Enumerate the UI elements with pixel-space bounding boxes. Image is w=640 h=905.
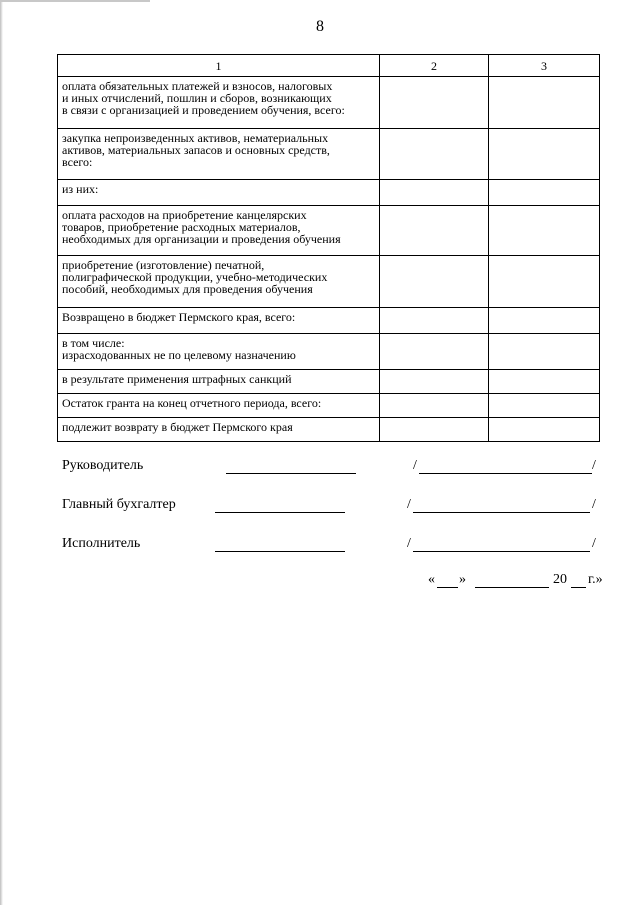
row-label: Остаток гранта на конец отчетного периода, всего:: [58, 394, 380, 418]
slash-open: /: [407, 536, 411, 551]
row-label: оплата расходов на приобретение канцелярских товаров, приобретение расходных материалов, необходимых для организации и проведения обучения: [58, 206, 380, 256]
head-label: Руководитель: [62, 458, 144, 473]
table-row: [58, 77, 600, 129]
column-header-1: 1: [58, 55, 380, 77]
row-label: в результате применения штрафных санкций: [58, 370, 380, 394]
year-suffix: г.»: [588, 572, 603, 587]
row-value-col2: [380, 370, 489, 394]
accountant-label: Главный бухгалтер: [62, 497, 176, 512]
column-header-2: 2: [380, 55, 489, 77]
scan-edge-top: [0, 0, 150, 2]
slash-close: /: [592, 458, 596, 473]
row-label: из них:: [58, 180, 380, 206]
row-value-col2: [380, 256, 489, 308]
row-value-col3: [489, 334, 600, 370]
executor-signature-line[interactable]: [215, 551, 345, 552]
table-row: [58, 394, 600, 418]
head-signature-line[interactable]: [226, 473, 356, 474]
row-value-col3: [489, 370, 600, 394]
column-header-3: 3: [489, 55, 600, 77]
row-value-col2: [380, 308, 489, 334]
year-prefix: 20: [553, 572, 567, 587]
slash-open: /: [407, 497, 411, 512]
row-value-col3: [489, 256, 600, 308]
slash-close: /: [592, 497, 596, 512]
row-value-col3: [489, 418, 600, 442]
row-value-col3: [489, 180, 600, 206]
row-value-col2: [380, 180, 489, 206]
table-row: [58, 308, 600, 334]
row-value-col2: [380, 77, 489, 129]
row-value-col2: [380, 334, 489, 370]
row-label: оплата обязательных платежей и взносов, налоговых и иных отчислений, пошлин и сборов, возникающих в связи с организацией и проведением обучения, всего:: [58, 77, 380, 129]
row-value-col2: [380, 206, 489, 256]
executor-label: Исполнитель: [62, 536, 141, 551]
head-name-line[interactable]: [419, 473, 592, 474]
table-row: [58, 334, 600, 370]
accountant-name-line[interactable]: [413, 512, 590, 513]
row-label: приобретение (изготовление) печатной, полиграфической продукции, учебно-методических пособий, необходимых для проведения обучения: [58, 256, 380, 308]
slash-close: /: [592, 536, 596, 551]
executor-name-line[interactable]: [413, 551, 590, 552]
row-value-col3: [489, 394, 600, 418]
day-field-line[interactable]: [437, 587, 458, 588]
row-value-col3: [489, 129, 600, 180]
table-row: [58, 129, 600, 180]
table-header-row: [58, 55, 600, 77]
report-table: [57, 54, 600, 442]
month-field-line[interactable]: [475, 587, 549, 588]
row-value-col3: [489, 206, 600, 256]
date-open-quote: «: [428, 572, 435, 587]
slash-open: /: [413, 458, 417, 473]
table-row: [58, 206, 600, 256]
date-close-quote: »: [459, 572, 466, 587]
scan-edge: [0, 0, 3, 905]
table-row: [58, 180, 600, 206]
row-value-col2: [380, 129, 489, 180]
date-line: [428, 572, 618, 592]
row-value-col3: [489, 308, 600, 334]
row-label: подлежит возврату в бюджет Пермского края: [58, 418, 380, 442]
row-label: закупка непроизведенных активов, нематериальных активов, материальных запасов и основных средств, всего:: [58, 129, 380, 180]
row-value-col2: [380, 418, 489, 442]
row-value-col3: [489, 77, 600, 129]
table-row: [58, 256, 600, 308]
table-row: [58, 418, 600, 442]
row-label: в том числе: израсходованных не по целевому назначению: [58, 334, 380, 370]
table-row: [58, 370, 600, 394]
row-label: Возвращено в бюджет Пермского края, всего:: [58, 308, 380, 334]
row-value-col2: [380, 394, 489, 418]
page-number: 8: [316, 18, 324, 35]
year-field-line[interactable]: [571, 587, 586, 588]
accountant-signature-line[interactable]: [215, 512, 345, 513]
